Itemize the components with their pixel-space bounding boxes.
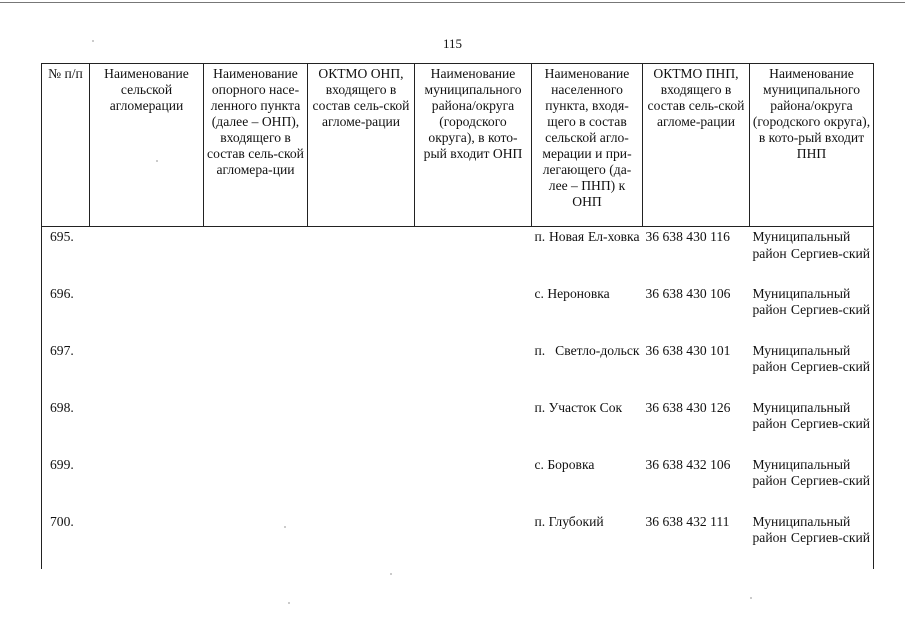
cell-pnp-name: п. Глубокий (534, 513, 604, 529)
cell-onp-oktmo (308, 227, 415, 284)
table-row (42, 455, 874, 512)
scan-speck (288, 602, 290, 604)
row-number: 699. (42, 455, 90, 512)
table-row (42, 227, 874, 284)
cell-agglomeration (90, 341, 204, 398)
table-row (42, 341, 874, 398)
scan-speck (284, 526, 286, 528)
header-pnp-name: Наименование населенного пункта, входя-щего в состав сельской агло-мерации и при-легающего (да-лее – ПНП) к ОНП (532, 64, 643, 227)
cell-onp-name (204, 341, 308, 398)
cell-pnp-oktmo: 36 638 430 126 (645, 399, 731, 415)
cell-pnp-name: п. Участок Сок (534, 399, 623, 415)
header-pnp-oktmo: ОКТМО ПНП, входящего в состав сель-ской агломе-рации (643, 64, 750, 227)
cell-onp-name (204, 227, 308, 284)
row-number: 698. (42, 398, 90, 455)
cell-onp-district (415, 455, 532, 512)
row-number: 700. (42, 512, 90, 569)
row-number: 696. (42, 284, 90, 341)
cell-pnp-oktmo: 36 638 430 116 (645, 229, 730, 244)
header-onp-district: Наименование муниципального района/округа (городского округа), в кото-рый входит ОНП (415, 64, 532, 227)
cell-onp-district (415, 512, 532, 569)
header-agglomeration: Наименование сельской агломерации (90, 64, 204, 227)
cell-pnp-district: Муниципальный район Сергиев-ский (750, 455, 874, 512)
table-row (42, 512, 874, 569)
cell-pnp-district: Муниципальный район Сергиев-ский (750, 284, 874, 341)
cell-pnp-district: Муниципальный район Сергиев-ский (750, 227, 874, 284)
cell-onp-oktmo (308, 341, 415, 398)
table-row (42, 284, 874, 341)
scan-speck (156, 160, 158, 162)
cell-onp-name (204, 398, 308, 455)
header-pnp-district: Наименование муниципального района/округа (городского округа), в кото-рый входит ПНП (750, 64, 874, 227)
cell-pnp-oktmo: 36 638 432 111 (645, 513, 730, 529)
header-number: № п/п (42, 64, 90, 227)
cell-onp-name (204, 455, 308, 512)
cell-onp-district (415, 284, 532, 341)
cell-pnp-oktmo: 36 638 430 101 (645, 342, 731, 358)
cell-onp-name (204, 284, 308, 341)
row-number: 695. (42, 227, 90, 284)
cell-pnp-name: с. Нероновка (534, 285, 610, 301)
table-row (42, 398, 874, 455)
header-onp-oktmo: ОКТМО ОНП, входящего в состав сель-ской агломе-рации (308, 64, 415, 227)
header-row (42, 64, 874, 227)
scan-speck (750, 597, 752, 599)
cell-onp-oktmo (308, 512, 415, 569)
cell-onp-district (415, 341, 532, 398)
cell-onp-district (415, 227, 532, 284)
cell-pnp-name: п. Новая Ел-ховка (534, 229, 640, 244)
cell-onp-name (204, 512, 308, 569)
cell-agglomeration (90, 455, 204, 512)
cell-pnp-name: с. Боровка (534, 456, 595, 472)
cell-onp-oktmo (308, 455, 415, 512)
cell-agglomeration (90, 512, 204, 569)
cell-agglomeration (90, 398, 204, 455)
row-number: 697. (42, 341, 90, 398)
cell-pnp-district: Муниципальный район Сергиев-ский (750, 512, 874, 569)
scan-speck (92, 40, 94, 42)
agglomeration-table (41, 63, 874, 569)
cell-pnp-oktmo: 36 638 432 106 (645, 456, 731, 472)
cell-onp-oktmo (308, 398, 415, 455)
cell-pnp-district: Муниципальный район Сергиев-ский (750, 398, 874, 455)
page-number: 115 (442, 36, 463, 51)
cell-pnp-district: Муниципальный район Сергиев-ский (750, 341, 874, 398)
cell-agglomeration (90, 227, 204, 284)
cell-onp-oktmo (308, 284, 415, 341)
top-rule (0, 2, 905, 3)
scan-speck (390, 573, 392, 575)
cell-pnp-oktmo: 36 638 430 106 (645, 285, 731, 301)
cell-agglomeration (90, 284, 204, 341)
cell-onp-district (415, 398, 532, 455)
cell-pnp-name: п. Светло-дольск (534, 342, 640, 358)
header-onp-name: Наименование опорного насе-ленного пункта (далее – ОНП), входящего в состав сель-ской агломера-ции (204, 64, 308, 227)
